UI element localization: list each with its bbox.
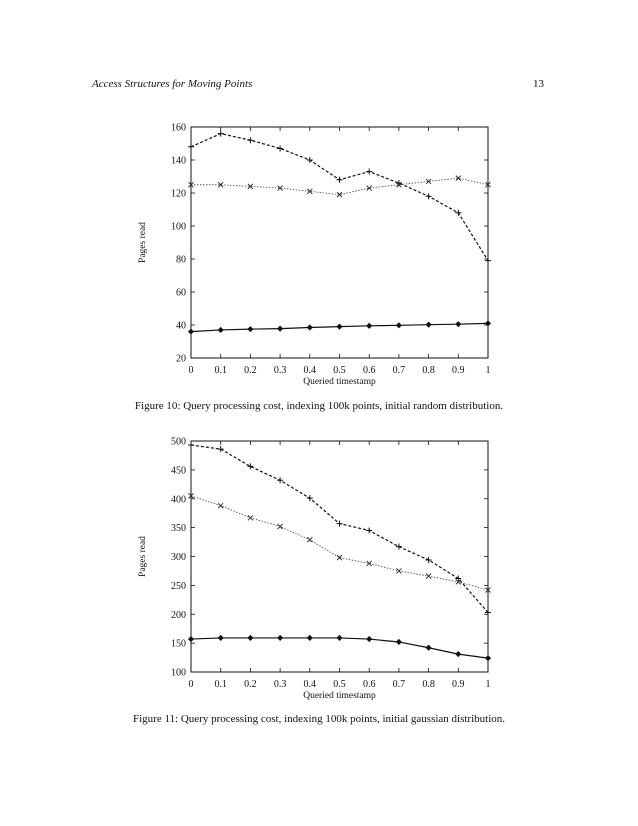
data-point (218, 131, 224, 137)
x-tick-label: 1 (485, 365, 491, 376)
y-tick-label: 150 (171, 638, 186, 650)
y-tick-label: 140 (171, 155, 186, 167)
data-point (278, 635, 283, 640)
data-point (367, 637, 372, 642)
x-axis-label: Queried timestamp (303, 377, 376, 387)
data-point (396, 323, 401, 328)
data-point (188, 144, 194, 150)
data-point (366, 528, 372, 534)
y-tick-label: 300 (171, 552, 186, 563)
data-point (218, 446, 224, 452)
y-tick-label: 450 (171, 465, 186, 477)
data-point (396, 568, 401, 573)
y-tick-label: 80 (176, 254, 186, 266)
data-point (218, 503, 223, 508)
y-tick-label: 60 (176, 287, 186, 299)
x-tick-label: 0.5 (333, 365, 346, 376)
x-tick-label: 0.8 (422, 365, 435, 376)
data-point (307, 495, 313, 501)
x-tick-label: 0.8 (422, 679, 435, 690)
y-tick-label: 160 (171, 122, 186, 134)
y-tick-label: 120 (171, 188, 186, 200)
figure-11-chart (0, 424, 638, 706)
running-title: Access Structures for Moving Points (92, 78, 253, 90)
x-axis-label: Queried timestamp (303, 691, 376, 701)
data-point (247, 463, 253, 469)
figure-11-caption: Figure 11: Query processing cost, indexing 100k points, initial gaussian distribution. (132, 713, 506, 725)
data-point (307, 325, 312, 330)
x-tick-label: 0.3 (273, 365, 287, 376)
data-point (367, 323, 372, 328)
x-tick-label: 0.4 (303, 365, 317, 376)
data-point (189, 637, 194, 642)
data-point (307, 537, 312, 542)
data-point (366, 169, 372, 175)
data-point (188, 442, 194, 448)
data-point (218, 327, 223, 332)
data-point (248, 515, 253, 520)
x-tick-label: 0.9 (452, 679, 465, 690)
x-tick-label: 0.2 (244, 365, 257, 376)
data-point (278, 326, 283, 331)
series-line (191, 496, 488, 590)
x-tick-label: 0.6 (362, 679, 376, 690)
x-tick-label: 0.1 (214, 679, 227, 690)
data-point (485, 258, 491, 264)
y-axis-label: Pages read (138, 536, 148, 577)
y-tick-label: 400 (171, 494, 186, 506)
x-tick-label: 1 (485, 679, 491, 690)
x-tick-label: 0 (188, 365, 194, 376)
x-tick-label: 0 (188, 679, 194, 690)
y-tick-label: 500 (171, 436, 186, 448)
running-head (92, 78, 544, 94)
x-tick-label: 0.5 (333, 679, 346, 690)
y-tick-label: 350 (171, 523, 186, 535)
y-tick-label: 40 (176, 320, 186, 332)
series-line (191, 445, 488, 612)
x-tick-label: 0.7 (392, 679, 406, 690)
data-point (278, 524, 283, 529)
y-axis-label: Pages read (138, 222, 148, 263)
x-tick-label: 0.4 (303, 679, 317, 690)
data-point (307, 635, 312, 640)
x-tick-label: 0.1 (214, 365, 227, 376)
data-point (396, 639, 401, 644)
data-point (455, 210, 461, 216)
data-point (426, 557, 432, 563)
data-point (277, 477, 283, 483)
data-point (426, 574, 431, 579)
data-point (277, 145, 283, 151)
data-point (456, 652, 461, 657)
data-point (248, 635, 253, 640)
y-tick-label: 200 (171, 609, 186, 621)
x-tick-label: 0.3 (273, 679, 287, 690)
y-tick-label: 250 (171, 580, 186, 592)
data-point (456, 322, 461, 327)
series-line (191, 134, 488, 261)
data-point (426, 193, 432, 199)
x-tick-label: 0.9 (452, 365, 465, 376)
data-point (247, 137, 253, 143)
data-point (189, 329, 194, 334)
data-point (426, 322, 431, 327)
page-number: 13 (533, 78, 544, 90)
x-tick-label: 0.6 (362, 365, 376, 376)
data-point (307, 157, 313, 163)
y-tick-label: 100 (171, 221, 186, 233)
data-point (426, 645, 431, 650)
data-point (218, 635, 223, 640)
y-tick-label: 20 (176, 353, 186, 365)
data-point (337, 324, 342, 329)
data-point (396, 544, 402, 550)
data-point (486, 656, 491, 661)
y-tick-label: 100 (171, 667, 186, 679)
data-point (248, 327, 253, 332)
x-tick-label: 0.2 (244, 679, 257, 690)
plot-frame (191, 127, 488, 358)
x-tick-label: 0.7 (392, 365, 406, 376)
data-point (337, 177, 343, 183)
figure-10-chart (0, 110, 638, 392)
figure-10-caption: Figure 10: Query processing cost, indexing 100k points, initial random distribution. (134, 400, 504, 412)
data-point (337, 635, 342, 640)
